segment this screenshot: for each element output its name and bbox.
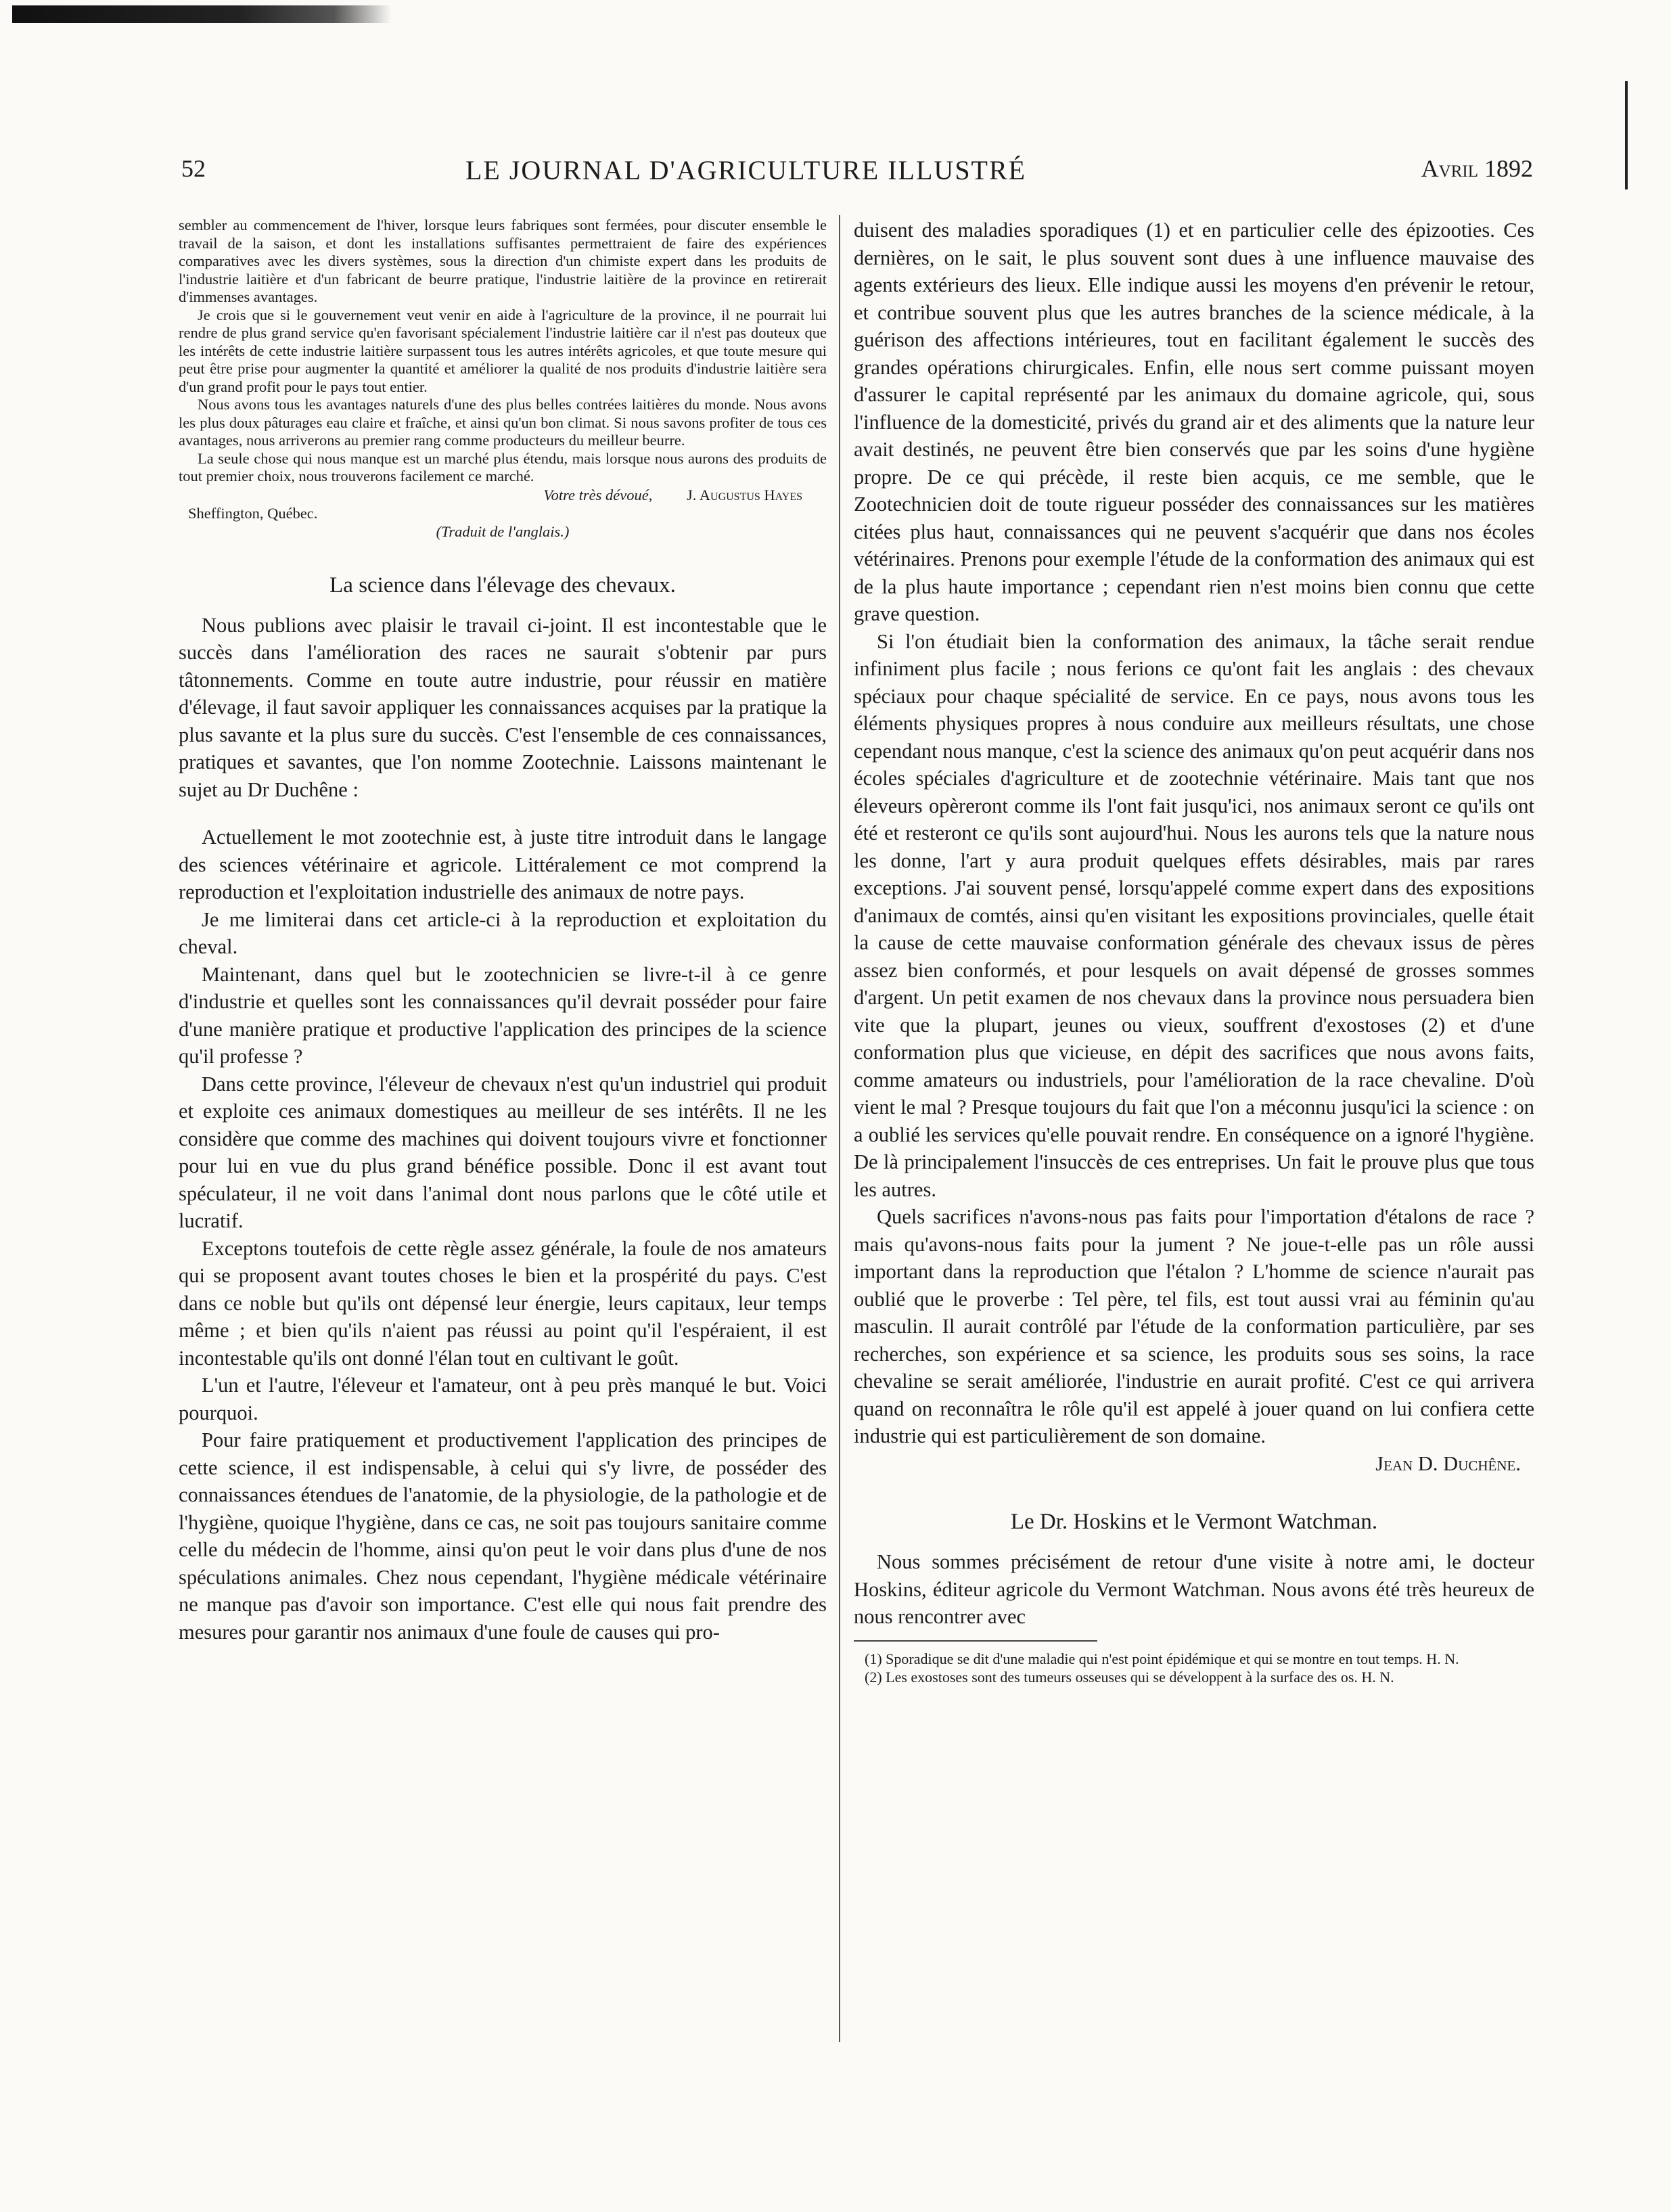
journal-title: LE JOURNAL D'AGRICULTURE ILLUSTRÉ xyxy=(465,155,1027,185)
letter-paragraph: Nous avons tous les avantages naturels d'une des plus belles contrées laitières du monde. Nous avons les plus doux pâturages eau claire et fraîche, et ainsi qu'un bon climat. Si nous savons profiter de tous ces avantages, nous arriverons au premier rang comme producteurs du meilleur beurre. xyxy=(179,396,827,449)
article-paragraph: Pour faire pratiquement et productivement l'application des principes de cette science, il est indispensable, à celui qui s'y livre, de posséder des connaissances étendues de l'anatomie, de la physiologie, de la pathologie et de l'hygiène, quoique l'hygiène, dans ce cas, ne soit pas toujours sanitaire comme celle du médecin de l'homme, ainsi qu'on peut le voir dans plus d'une de nos spéculations animales. Chez nous cependant, l'hygiène médicale vétérinaire ne manque pas d'avoir son importance. C'est elle qui nous fait prendre des mesures pour garantir nos animaux d'une foule de causes qui pro- xyxy=(179,1428,827,1644)
left-column xyxy=(179,217,827,1646)
article-paragraph: Dans cette province, l'éleveur de chevaux n'est qu'un industriel qui produit et exploite ces animaux domestiques au meilleur de ses intérêts. Il ne les considère que comme des machines qui doivent toujours vivre et fonctionner pour lui en vue du plus grand bénéfice possible. Donc il est avant tout spéculateur, il ne voit dans l'animal dont nous parlons que le côté utile et lucratif. xyxy=(179,1072,827,1232)
footnote-rule xyxy=(854,1640,1097,1642)
article-paragraph: duisent des maladies sporadiques (1) et en particulier celle des épizooties. Ces dernières, on le sait, le plus souvent sont dues à une influence mauvaise des agents extérieurs des lieux. Elle indique aussi les moyens d'en prévenir le retour, et contribue souvent plus que les autres branches de la science médicale, à la guérison des affections intérieures, tout en facilitant également le succès des grandes opérations chirurgicales. Enfin, elle nous sert comme puissant moyen d'assurer le capital représenté par les animaux du domaine agricole, qui, sous l'influence de la domesticité, privés du grand air et des aliments que la nature leur avait destinés, ne peuvent être bien conservés que par les soins d'une hygiène propre. De ce qui précède, il reste bien acquis, ce me semble, que le Zootechnicien doit de toute rigueur posséder des connaissances sur les matières citées plus haut, connaissances qui ne peuvent s'acquérir que dans nos écoles vétérinaires. Prenons pour exemple l'étude de la conformation des animaux qui est de la plus haute importance ; cependant rien n'est moins bien connu que cette grave question. xyxy=(854,219,1534,625)
translation-credit: (Traduit de l'anglais.) xyxy=(436,522,570,540)
intro-paragraph: Nous publions avec plaisir le travail ci-joint. Il est incontestable que le succès dans l'amélioration des races ne saurait s'obtenir par purs tâtonnements. Comme en toute autre industrie, pour réussir en matière d'élevage, il faut savoir appliquer les connaissances acquises par la pratique la plus savante et la plus sure du succès. C'est l'ensemble de ces connaissances, pratiques et savantes, que l'on nomme Zootechnie. Laissons maintenant le sujet au Dr Duchêne : xyxy=(179,613,827,801)
article-paragraph: L'un et l'autre, l'éleveur et l'amateur, ont à peu près manqué le but. Voici pourquoi. xyxy=(179,1374,827,1424)
article-author: Jean D. Duchêne. xyxy=(1375,1451,1521,1475)
footnote: (2) Les exostoses sont des tumeurs osseuses qui se développent à la surface des os. H. N. xyxy=(865,1668,1394,1686)
running-head xyxy=(181,154,1533,188)
letter-signatory: J. Augustus Hayes xyxy=(687,486,802,503)
letter-place: Sheffington, Québec. xyxy=(188,504,318,522)
letter-paragraph: Je crois que si le gouvernement veut venir en aide à l'agriculture de la province, il ne pourrait lui rendre de plus grand service qu'en favorisant spécialement l'industrie laitière car il n'est pas douteux que les intérêts de cette industrie laitière surpassent tous les autres intérêts agricoles, et que toute mesure qui peut être prise pour augmenter la quantité et améliorer la qualité de nos produits d'industrie laitière sera d'un grand profit pour le pays tout entier. xyxy=(179,306,827,395)
second-article-title: Le Dr. Hoskins et le Vermont Watchman. xyxy=(1010,1510,1378,1534)
letter-closing: Votre très dévoué, xyxy=(543,486,653,503)
scan-edge-mark xyxy=(1625,81,1628,189)
issue-date: Avril 1892 xyxy=(1421,155,1533,182)
letter-signature xyxy=(179,486,827,504)
article-paragraph: Actuellement le mot zootechnie est, à juste titre introduit dans le langage des sciences vétérinaire et agricole. Littéralement ce mot comprend la reproduction et l'exploitation industrielle des animaux de notre pays. xyxy=(179,826,827,903)
article-title: La science dans l'élevage des chevaux. xyxy=(329,572,676,597)
article-paragraph: Quels sacrifices n'avons-nous pas faits pour l'importation d'étalons de race ? mais qu'avons-nous faits pour la jument ? Ne joue-t-elle pas un rôle aussi important dans la reproduction que l'étalon ? L'homme de science n'aurait pas oublié que le proverbe : Tel père, tel fils, est tout aussi vrai au féminin qu'au masculin. Il aurait contrôlé par l'étude de la conformation particulière, par ses recherches, son expérience et sa science, les produits sous ses soins, la race chevaline se serait améliorée, l'industrie en aurait profité. C'est ce qui arrivera quand on reconnaîtra le rôle qu'il est appelé à jouer quand on lui confiera cette industrie qui est particulièrement de son domaine. xyxy=(854,1205,1534,1447)
page-number: 52 xyxy=(181,155,206,182)
footnote: (1) Sporadique se dit d'une maladie qui n'est point épidémique et qui se montre en tout temps. H. N. xyxy=(865,1650,1459,1667)
article-paragraph: Si l'on étudiait bien la conformation des animaux, la tâche serait rendue infiniment plus facile ; nous ferions ce qu'ont fait les anglais : des chevaux spéciaux pour chaque spécialité de service. En ce pays, nous avons tous les éléments physiques propres à nous conduire aux meilleurs résultats, une chose cependant nous manque, c'est la science des animaux qu'on peut acquérir dans nos écoles spéciales d'agriculture et de zootechnie vétérinaire. Mais tant que nos éleveurs opèreront comme ils l'ont fait jusqu'ici, nos animaux seront ce qu'ils ont été et resteront ce qu'ils sont aujourd'hui. Nous les aurons tels que la nature nous les donne, l'art y aura produit quelques effets désirables, mais par rares exceptions. J'ai souvent pensé, lorsqu'appelé comme expert dans des expositions d'animaux de comtés, ainsi qu'en visitant les expositions provinciales, quelle était la cause de cette mauvaise conformation générale des chevaux issus de pères assez bien conformés, et pour lesquels on avait dépensé de grosses sommes d'argent. Un petit examen de nos chevaux dans la province nous persuadera bien vite que la plupart, jeunes ou vieux, souffrent d'exostoses (2) et d'une conformation plus que vicieuse, en dépit des sacrifices que nous avons faits, comme amateurs ou industriels, pour l'amélioration de la race chevaline. D'où vient le mal ? Presque toujours du fait que l'on a méconnu jusqu'ici la science : on a oublié les services qu'elle pouvait rendre. En conséquence on a ignoré l'hygiène. De là principalement l'insuccès de ces entreprises. Un fait le prouve plus que tous les autres. xyxy=(854,629,1534,1201)
article-paragraph: Je me limiterai dans cet article-ci à la reproduction et exploitation du cheval. xyxy=(179,907,827,958)
column-divider xyxy=(839,215,840,2042)
right-column xyxy=(854,217,1534,1686)
second-article-paragraph: Nous sommes précisément de retour d'une visite à notre ami, le docteur Hoskins, éditeur agricole du Vermont Watchman. Nous avons été très heureux de nous rencontrer avec xyxy=(854,1550,1534,1628)
scan-artifact-bar xyxy=(12,5,391,23)
letter-paragraph: sembler au commencement de l'hiver, lorsque leurs fabriques sont fermées, pour discuter ensemble le travail de la saison, et dont les installations suffisantes permettraient de faire des expériences comparatives avec les divers systèmes, sous la direction d'un chimiste expert dans les produits de l'industrie laitière et d'un fabricant de beurre pratique, l'industrie laitière de la province en retirerait d'immenses avantages. xyxy=(179,217,827,305)
article-paragraph: Maintenant, dans quel but le zootechnicien se livre-t-il à ce genre d'industrie et quelles sont les connaissances qu'il devrait posséder pour faire d'une manière pratique et productive l'application des principes de la science qu'il professe ? xyxy=(179,962,827,1068)
article-paragraph: Exceptons toutefois de cette règle assez générale, la foule de nos amateurs qui se proposent avant toutes choses le bien et la prospérité du pays. C'est dans ce noble but qu'ils ont dépensé leur énergie, leurs capitaux, leur temps même ; et bien qu'ils n'aient pas réussi au point qu'il l'espéraient, il est incontestable qu'ils ont donné l'élan tout en cultivant le goût. xyxy=(179,1236,827,1370)
letter-paragraph: La seule chose qui nous manque est un marché plus étendu, mais lorsque nous aurons des produits de tout premier choix, nous trouverons facilement ce marché. xyxy=(179,449,827,484)
